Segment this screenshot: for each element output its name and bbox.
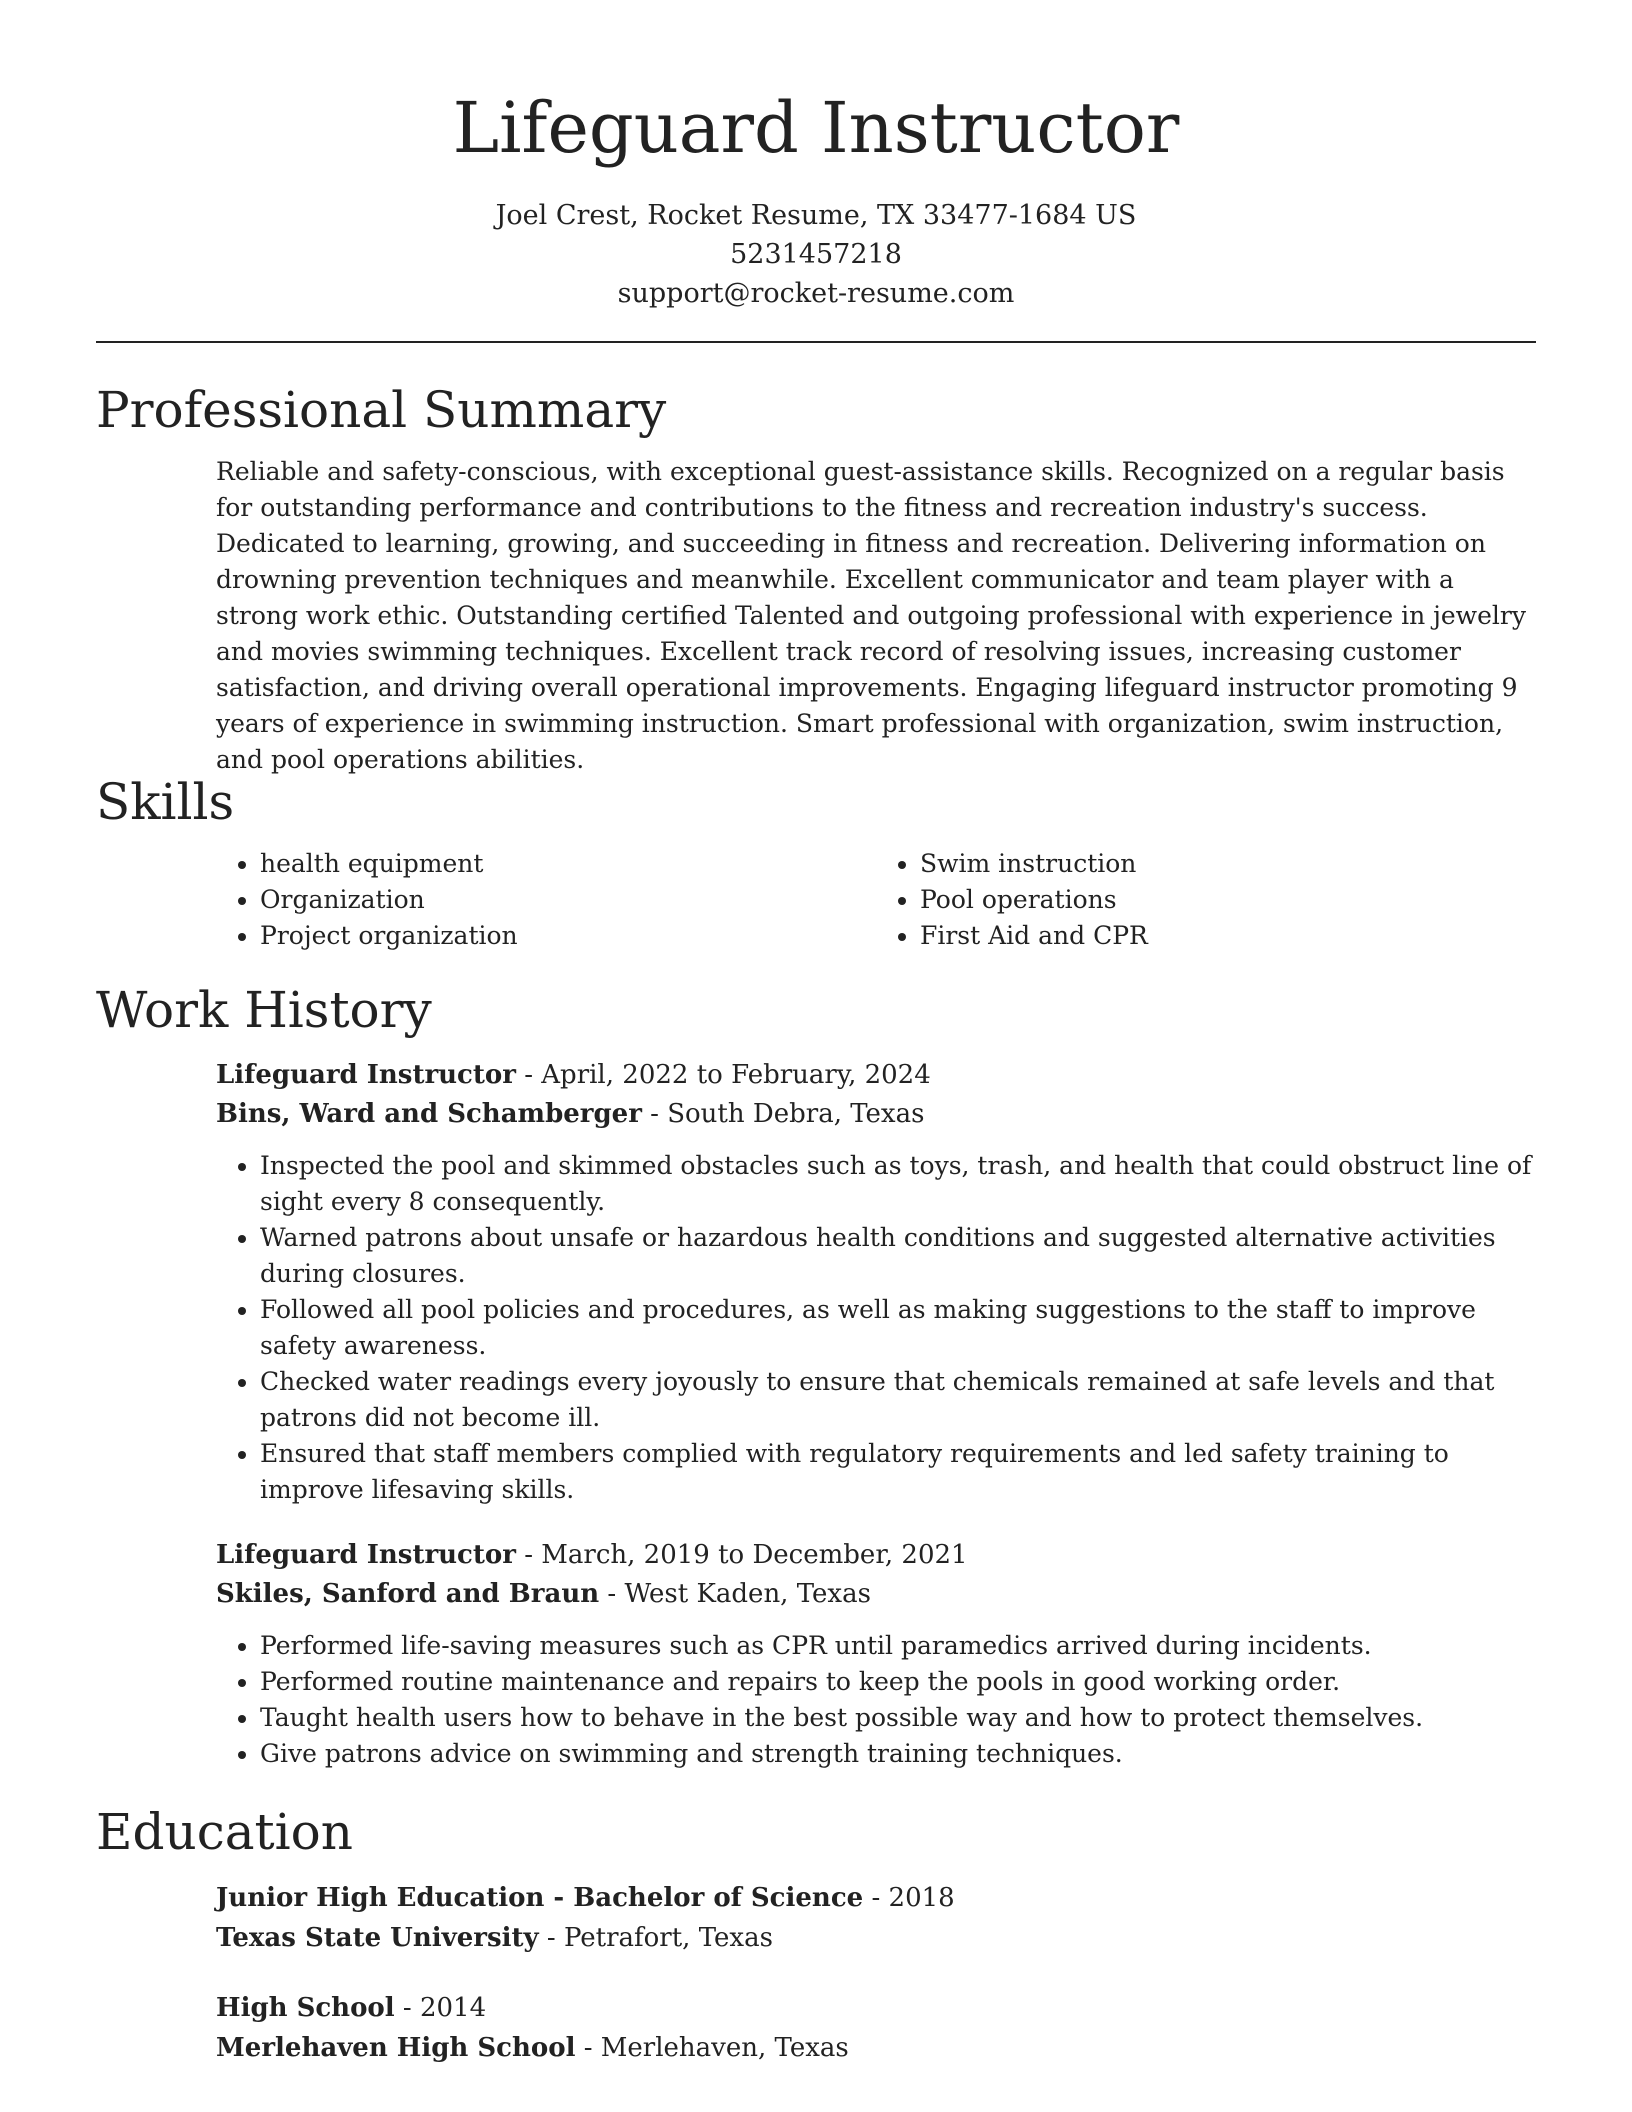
contact-email: support@rocket-resume.com [617, 278, 1015, 309]
job-title-line [216, 1536, 1536, 1575]
job-bullet: • Warned patrons about unsafe or hazardous health conditions and suggested alternative activities during closures. [260, 1220, 1536, 1292]
job-bullets [216, 1628, 1536, 1772]
job-bullet: • Performed routine maintenance and repairs to keep the pools in good working order. [260, 1664, 1536, 1700]
education-year: - 2014 [394, 1993, 487, 2023]
job-bullets [216, 1148, 1536, 1508]
job-bullet: • Checked water readings every joyously to ensure that chemicals remained at safe levels and that patrons did not become ill. [260, 1364, 1536, 1436]
summary-title: Professional Summary [96, 381, 667, 439]
job-bullet: • Performed life-saving measures such as CPR until paramedics arrived during incidents. [260, 1628, 1536, 1664]
skills-left-list [216, 846, 876, 954]
job-dates: - March, 2019 to December, 2021 [515, 1540, 968, 1570]
skills-title: Skills [96, 773, 235, 831]
job-bullet: • Ensured that staff members complied with regulatory requirements and led safety training to improve lifesaving skills. [260, 1436, 1536, 1508]
education-location: - Merlehaven, Texas [575, 2033, 849, 2063]
header-divider [96, 341, 1536, 343]
job-bullet: • Taught health users how to behave in the best possible way and how to protect themselves. [260, 1700, 1536, 1736]
job-entry [216, 1056, 1536, 1508]
summary-section [96, 380, 1536, 778]
skill-item: • Project organization [260, 918, 876, 954]
skill-item: • health equipment [260, 846, 876, 882]
skills-right-list [876, 846, 1536, 954]
job-role: Lifeguard Instructor [216, 1060, 516, 1090]
skill-item: • Organization [260, 882, 876, 918]
job-location: - South Debra, Texas [641, 1099, 925, 1129]
education-degree: High School [216, 1993, 395, 2023]
job-bullet: • Inspected the pool and skimmed obstacles such as toys, trash, and health that could obstruct line of sight every 8 consequently. [260, 1148, 1536, 1220]
job-location: - West Kaden, Texas [599, 1579, 871, 1609]
job-title-line [216, 1056, 1536, 1095]
job-company-line [216, 1575, 1536, 1614]
skill-item: • First Aid and CPR [920, 918, 1536, 954]
resume-name: Lifeguard Instructor [452, 87, 1180, 169]
education-section [96, 1802, 1536, 2068]
job-role: Lifeguard Instructor [216, 1540, 516, 1570]
education-school-line [216, 2028, 1536, 2068]
education-school: Merlehaven High School [216, 2033, 576, 2063]
summary-text: Reliable and safety-conscious, with exceptional guest-assistance skills. Recognized on a regular basis for outstanding performance and contributions to the fitness and recreation industry's success. Dedicated to learning, growing, and succeeding in fitness and recreation. Delivering information on drowning prevention techniques and meanwhile. Excellent communicator and team player with a strong work ethic. Outstanding certified Talented and outgoing professional with experience in jewelry and movies swimming techniques. Excellent track record of resolving issues, increasing customer satisfaction, and driving overall operational improvements. Engaging lifeguard instructor promoting 9 years of experience in swimming instruction. Smart professional with organization, swim instruction, and pool operations abilities. [216, 457, 1526, 774]
education-school-line [216, 1918, 1536, 1958]
job-company: Skiles, Sanford and Braun [216, 1579, 600, 1609]
contact-block [0, 196, 1632, 313]
job-bullet: • Followed all pool policies and procedures, as well as making suggestions to the staff to improve safety awareness. [260, 1292, 1536, 1364]
job-bullet: • Give patrons advice on swimming and strength training techniques. [260, 1736, 1536, 1772]
education-year: - 2018 [863, 1883, 955, 1913]
resume-header [0, 0, 1632, 313]
skills-columns [216, 846, 1536, 954]
education-degree-line [216, 1988, 1536, 2028]
job-dates: - April, 2022 to February, 2024 [515, 1060, 931, 1090]
skill-item: • Pool operations [920, 882, 1536, 918]
contact-phone: 5231457218 [730, 239, 902, 270]
work-history-title: Work History [96, 981, 432, 1039]
education-location: - Petrafort, Texas [538, 1923, 773, 1953]
job-company: Bins, Ward and Schamberger [216, 1099, 642, 1129]
education-degree-line [216, 1878, 1536, 1918]
education-degree: Junior High Education - Bachelor of Science [216, 1883, 864, 1913]
job-entry [216, 1536, 1536, 1772]
skills-section [96, 772, 1536, 954]
education-title: Education [96, 1803, 353, 1861]
job-company-line [216, 1095, 1536, 1134]
work-history-section [96, 980, 1536, 1772]
education-entry [216, 1988, 1536, 2068]
skill-item: • Swim instruction [920, 846, 1536, 882]
education-entry [216, 1878, 1536, 1958]
education-school: Texas State University [216, 1923, 539, 1953]
contact-address: Joel Crest, Rocket Resume, TX 33477-1684 US [495, 200, 1137, 231]
